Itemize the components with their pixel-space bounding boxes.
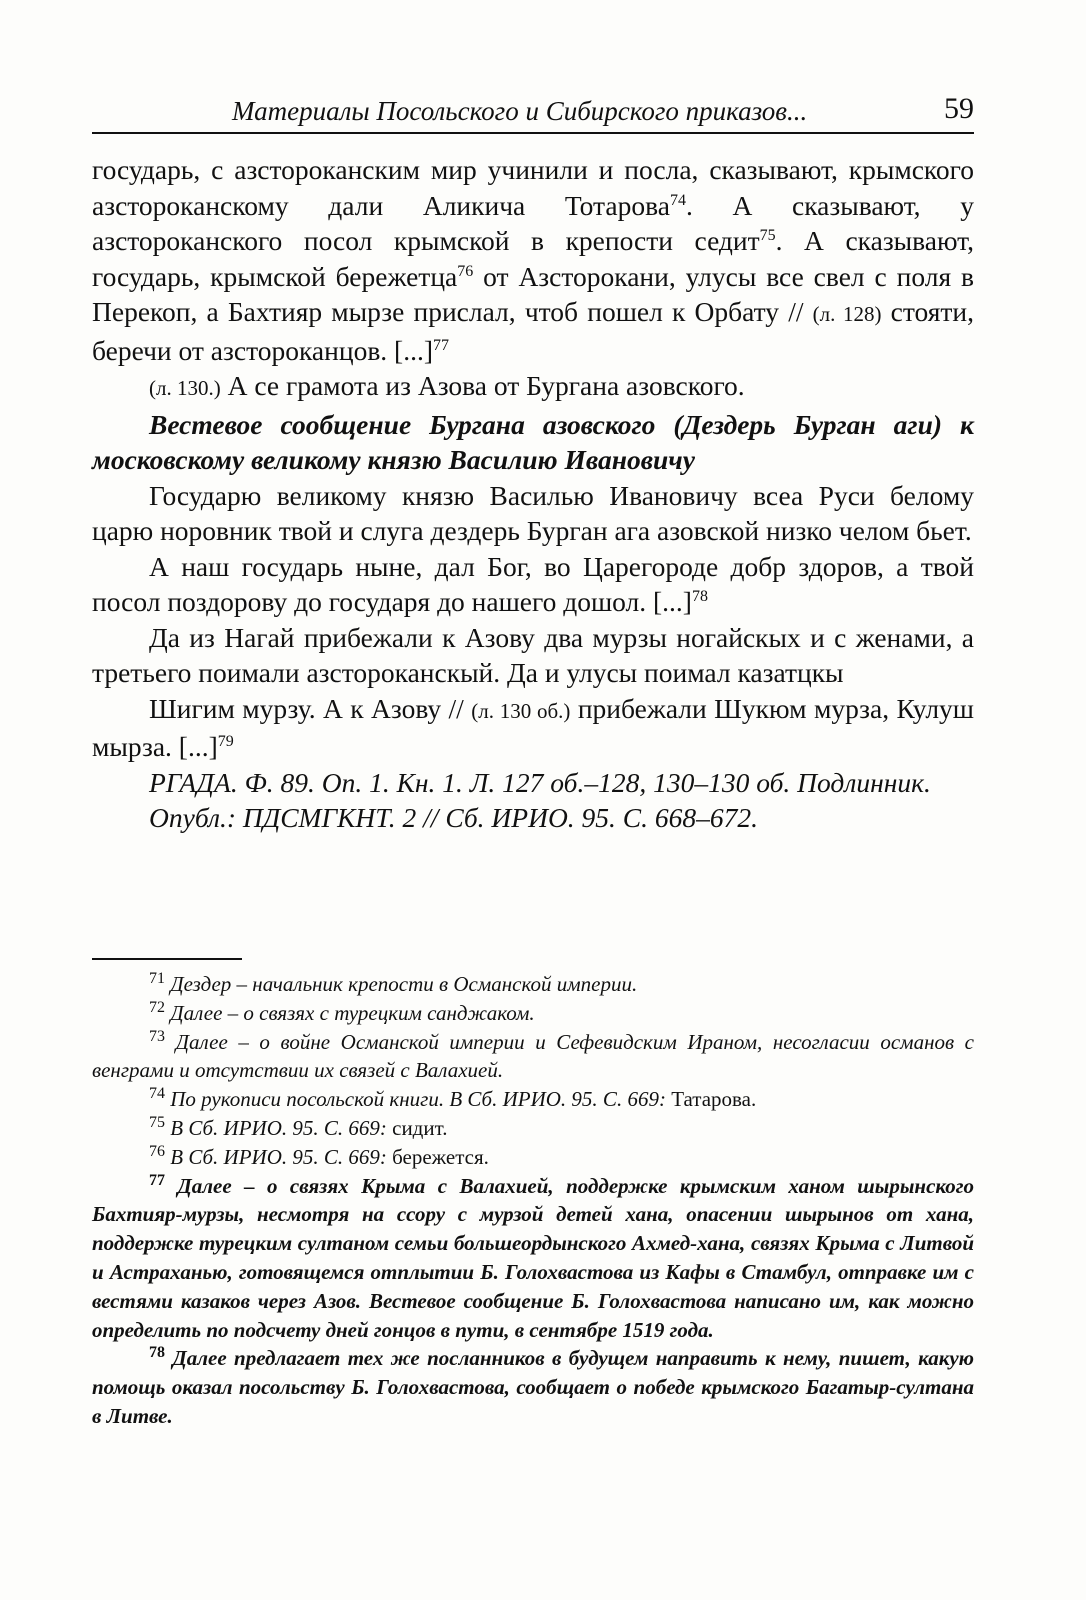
footnote-divider — [92, 958, 242, 960]
footnote-number: 73 — [149, 1027, 165, 1045]
text-run: . А сказывают, у азстороканского посол крымской в крепости седит — [92, 189, 974, 256]
footnote-ref: 75 — [759, 226, 776, 244]
footnote-text: Дездер – начальник крепости в Османской империи. — [170, 972, 638, 996]
archive-source: РГАДА. Ф. 89. Оп. 1. Кн. 1. Л. 127 об.–128, 130–130 об. Подлинник. — [149, 766, 931, 798]
paragraph-5: Да из Нагай прибежали к Азову два мурзы ногайскых и с женами, а третьего поимали азстороканскый. Да и улусы поимал казатцкы — [92, 621, 974, 688]
footnote-number: 78 — [149, 1344, 165, 1362]
footnote-reading: бережется. — [386, 1144, 489, 1169]
footnote-ref: 78 — [691, 587, 708, 605]
page-number: 59 — [944, 92, 974, 125]
text-run: Шигим мурзу. А к Азову // — [149, 692, 472, 724]
footnote-text: Далее – о связях Крыма с Валахией, поддержке крымским ханом шырынского Бахтияр-мурзы, несмотря на ссору с мурзой детей хана, опасении шырынов от хана, поддержке турецким султаном семьи большеордынского Ахмед-хана, связях Крыма с Литвой и Астраханью, готовящемся отплытии Б. Голохвастова из Кафы в Стамбул, отправке им с вестями казаков через Азов. Вестевое сообщение Б. Голохвастова написано им, как можно определить по подсчету дней гонцов в пути, в сентябре 1519 года. — [92, 1173, 975, 1342]
paragraph-4 — [92, 549, 974, 620]
footnote-text: В Сб. ИРИО. 95. С. 669: — [170, 1115, 387, 1140]
text-run: прибежали Шукюм мурза, Кулуш мырза. [...] — [92, 692, 974, 762]
footnote-number: 71 — [149, 970, 165, 987]
paragraph-1 — [92, 152, 974, 368]
running-title: Материалы Посольского и Сибирского приказов... — [232, 96, 808, 126]
footnote-number: 77 — [149, 1171, 165, 1189]
footnote — [92, 1114, 974, 1143]
footnote-number: 74 — [149, 1085, 165, 1103]
text-run: . А сказывают, государь, крымской бережетца — [92, 225, 974, 292]
text-run: стояти, беречи от азстороканцов. [...] — [92, 296, 974, 366]
paragraph-3: Государю великому князю Василью Ивановичу всеа Руси белому царю норовник твой и слуга дездерь Бурган ага азовской низко челом бьет. — [92, 479, 974, 546]
footnote — [92, 999, 974, 1028]
footnote-ref: 77 — [433, 336, 449, 354]
footnote-text: Далее – о связях с турецким санджаком. — [170, 1000, 535, 1025]
text-run: от Азсторокани, улусы все свел с поля в Перекоп, а Бахтияр мырзе прислал, чтоб пошел к Орбату // — [92, 260, 974, 327]
text-run: А се грамота из Азова от Бургана азовского. — [220, 370, 745, 401]
text-run: государь, с азстороканским мир учинили и посла, сказывают, крымского азстороканскому дали Аликича Тотарова — [92, 154, 974, 221]
running-header — [92, 90, 974, 134]
footnote — [92, 1028, 974, 1086]
document-heading: Вестевое сообщение Бургана азовского (Дездерь Бурган аги) к московскому великому князю Василию Ивановичу — [92, 408, 974, 475]
footnote-number: 75 — [149, 1113, 165, 1131]
footnote-text: Далее – о войне Османской империи и Сефевидским Ираном, несогласии османов с венграми и отсутствии их связей с Валахией. — [92, 1029, 974, 1083]
footnote — [92, 1172, 974, 1345]
footnote-ref: 76 — [457, 262, 474, 280]
footnote-reading: Татарова. — [665, 1087, 757, 1112]
footnote-text: По рукописи посольской книги. В Сб. ИРИО. 95. С. 669: — [170, 1087, 666, 1112]
footnote-number: 76 — [149, 1142, 165, 1160]
footnote-ref: 74 — [669, 191, 686, 209]
folio-ref: (л. 130 об.) — [471, 698, 571, 723]
folio-ref: (л. 130.) — [149, 376, 221, 400]
paragraph-6 — [92, 691, 974, 765]
footnote-ref: 79 — [217, 732, 234, 750]
footnote-text: Далее предлагает тех же посланников в будущем направить к нему, пишет, какую помощь оказал посольству Б. Голохвастова, сообщает о победе крымского Багатыр-султана в Литве. — [92, 1346, 975, 1428]
text-run: А наш государь ныне, дал Бог, во Царегороде добр здоров, а твой посол поздорову до государя до нашего дошол. [...] — [92, 550, 974, 617]
footnote-reading: сидит. — [386, 1115, 448, 1140]
paragraph-2 — [92, 368, 974, 407]
publication-note: Опубл.: ПДСМГКНТ. 2 // Сб. ИРИО. 95. С. 668–672. — [149, 802, 759, 833]
folio-ref: (л. 128) — [812, 302, 882, 326]
footnotes — [92, 970, 974, 1431]
footnote — [92, 1143, 974, 1172]
footnote — [92, 970, 974, 999]
footnote — [92, 1344, 974, 1430]
footnote-text: В Сб. ИРИО. 95. С. 669: — [170, 1144, 387, 1169]
main-text — [92, 152, 974, 836]
footnote — [92, 1085, 974, 1114]
footnote-number: 72 — [149, 998, 165, 1016]
